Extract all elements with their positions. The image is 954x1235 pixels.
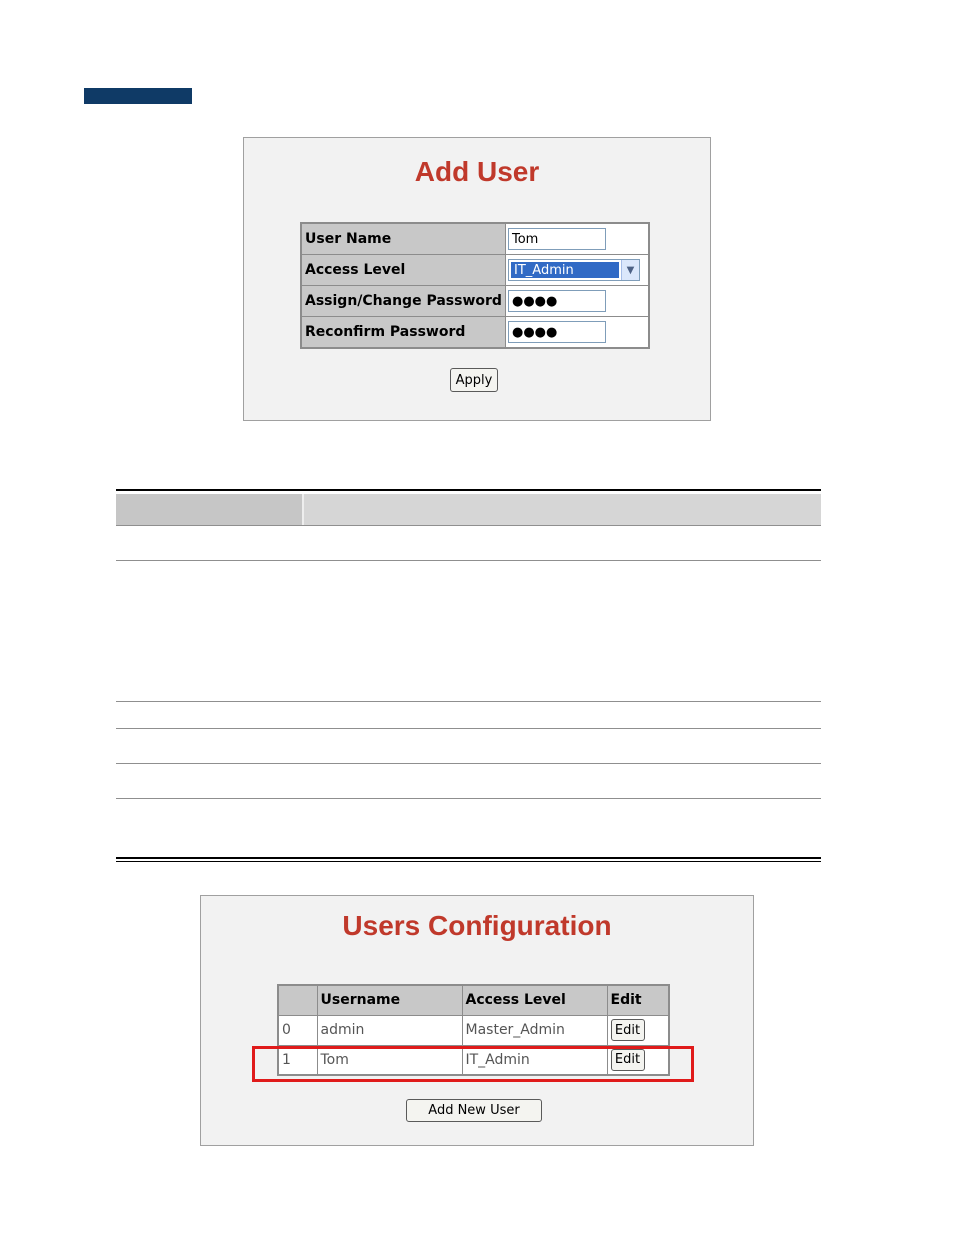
edit-button[interactable]: Edit — [611, 1019, 645, 1041]
form-row-username — [301, 223, 649, 255]
desc-table-divider — [116, 763, 821, 764]
desc-table-divider — [116, 728, 821, 729]
desc-table-header-col1 — [116, 494, 304, 525]
form-row-access-level — [301, 255, 649, 286]
access-level-select[interactable] — [508, 259, 640, 281]
reconfirm-password-input[interactable]: ●●●● — [508, 321, 606, 343]
desc-table-top-border — [116, 489, 821, 491]
edit-button[interactable]: Edit — [611, 1049, 645, 1071]
table-row — [278, 1015, 669, 1045]
desc-table-divider — [116, 798, 821, 799]
row-access-level: Master_Admin — [462, 1015, 607, 1045]
row-index: 1 — [278, 1045, 317, 1075]
col-access-level-header: Access Level — [462, 985, 607, 1015]
col-edit-header: Edit — [607, 985, 669, 1015]
desc-table-divider — [116, 701, 821, 702]
highlight-box — [252, 1046, 694, 1082]
username-label: User Name — [301, 223, 506, 255]
col-index-header — [278, 985, 317, 1015]
apply-button[interactable]: Apply — [450, 368, 498, 392]
add-new-user-button[interactable]: Add New User — [406, 1099, 542, 1122]
users-configuration-title: Users Configuration — [342, 910, 612, 941]
reconfirm-label: Reconfirm Password — [301, 317, 506, 349]
password-input[interactable]: ●●●● — [508, 290, 606, 312]
row-access-level: IT_Admin — [462, 1045, 607, 1075]
access-level-label: Access Level — [301, 255, 506, 286]
form-row-reconfirm — [301, 317, 649, 349]
desc-table-bottom-border — [116, 861, 821, 862]
form-row-password — [301, 286, 649, 317]
chevron-down-icon[interactable]: ▼ — [621, 260, 639, 280]
desc-table-header — [116, 494, 821, 525]
section-header-bar — [84, 88, 192, 104]
password-label: Assign/Change Password — [301, 286, 506, 317]
desc-table-bottom-border — [116, 857, 821, 859]
row-username: Tom — [317, 1045, 462, 1075]
access-level-selected: IT_Admin — [511, 262, 619, 278]
add-user-panel — [243, 137, 711, 421]
row-username: admin — [317, 1015, 462, 1045]
col-username-header: Username — [317, 985, 462, 1015]
desc-table-divider — [116, 525, 821, 526]
row-index: 0 — [278, 1015, 317, 1045]
add-user-title: Add User — [414, 156, 540, 187]
add-user-form — [300, 222, 650, 349]
users-configuration-panel — [200, 895, 754, 1146]
users-table-header — [278, 985, 669, 1015]
username-input[interactable]: Tom — [508, 228, 606, 250]
desc-table-divider — [116, 560, 821, 561]
